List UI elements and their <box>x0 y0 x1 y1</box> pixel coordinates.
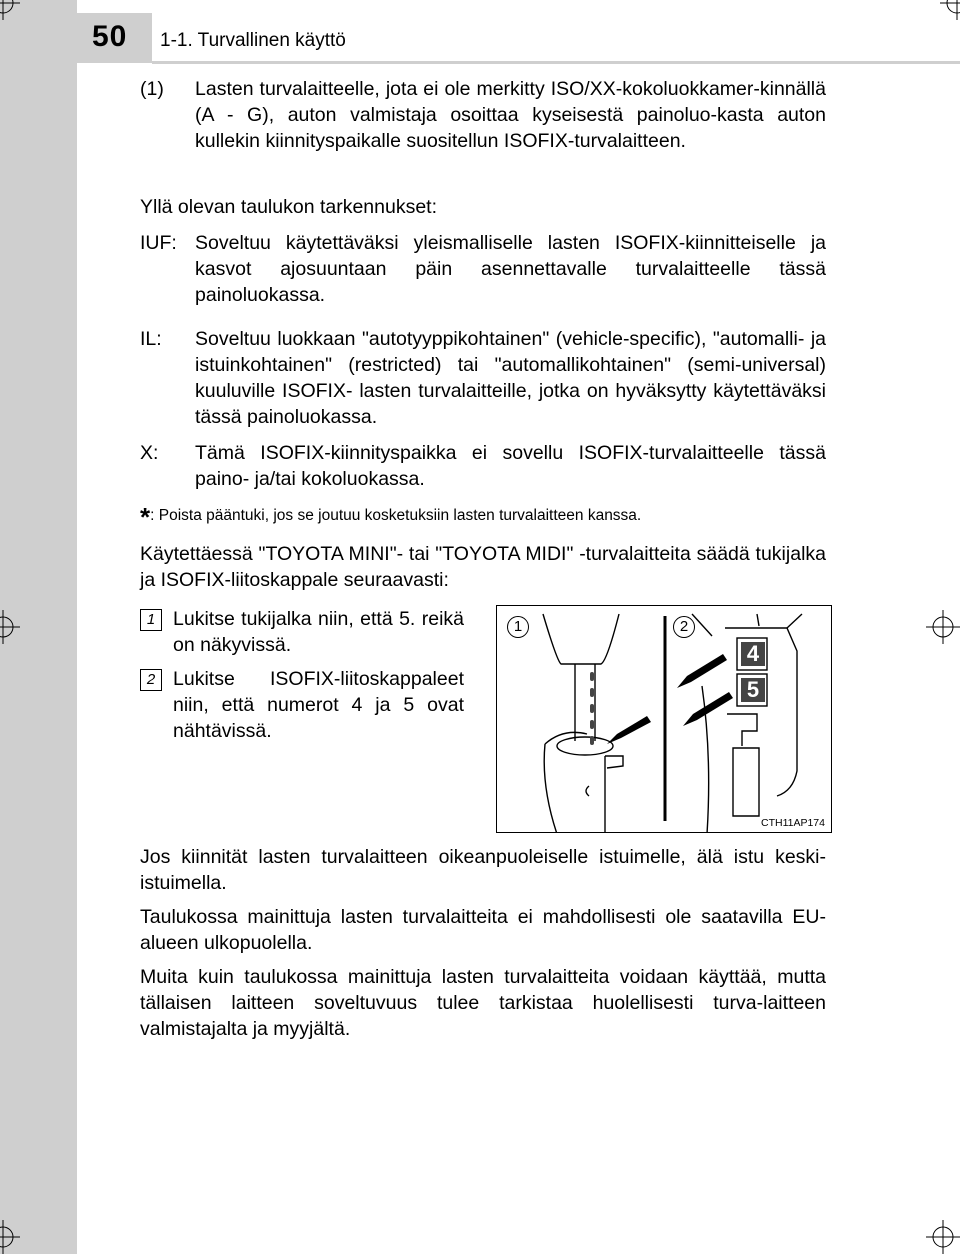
crop-mark-icon <box>0 610 20 644</box>
step-text: Lukitse ISOFIX-liitoskappaleet niin, että numerot 4 ja 5 ovat nähtävissä. <box>173 668 464 742</box>
step-2 <box>140 666 464 744</box>
legend-text: Soveltuu luokkaan "autotyyppikohtainen" (vehicle-specific), "automalli- ja istuinkohtainen" (restricted) tai "automallikohtainen" (semi-universal) kuuluville ISOFIX- lasten turvalaitteille, jotka on hyväksytty käytettäväksi tässä painoluokassa. <box>195 328 826 428</box>
crop-mark-icon <box>0 1220 20 1254</box>
legend-text: Soveltuu käytettäväksi yleismalliselle lasten ISOFIX-kiinnitteiselle ja kasvot ajosuuntaan päin asennettavalle turvalaitteelle tässä painoluokassa. <box>195 232 826 306</box>
digit-4-label: 4 <box>741 642 765 666</box>
step-number: 2 <box>140 669 162 691</box>
footnote-text: : Poista pääntuki, jos se joutuu kosketuksiin lasten turvalaitteen kanssa. <box>150 507 642 524</box>
legend-intro: Yllä olevan taulukon tarkennukset: <box>140 196 438 218</box>
legend-code: IL: <box>140 328 162 350</box>
legend-x <box>140 440 826 492</box>
legend-code: IUF: <box>140 232 177 254</box>
paragraph-right-seat: Jos kiinnität lasten turvalaitteen oikeanpuoleiselle istuimelle, älä istu keski-istuimella. <box>140 846 826 894</box>
isofix-illustration <box>496 605 832 833</box>
step-text: Lukitse tukijalka niin, että 5. reikä on näkyvissä. <box>173 608 464 656</box>
note-1-text: Lasten turvalaitteelle, jota ei ole merkitty ISO/XX-kokoluokkamer-kinnällä (A - G), auton valmistaja osoittaa kyseisestä painoluo-kasta auton kullekin kiinnityspaikalle suositellun ISOFIX-turvalaitteen. <box>195 78 826 152</box>
digit-5-label: 5 <box>741 678 765 702</box>
legend-il <box>140 326 826 430</box>
illustration-drawing <box>497 606 832 833</box>
note-1 <box>140 76 826 154</box>
header-rule <box>152 61 960 64</box>
crop-mark-icon <box>926 610 960 644</box>
figure-marker-2: 2 <box>673 616 695 638</box>
section-title: 1-1. Turvallinen käyttö <box>160 30 346 51</box>
page-number-box <box>0 13 152 63</box>
legend-code: X: <box>140 442 159 464</box>
paragraph-other-devices: Muita kuin taulukossa mainittuja lasten turvalaitteita voidaan käyttää, mutta tällaisen laitteen soveltuvuus tulee tarkistaa huolellisesti turva-laitteen valmistajalta ja myyjältä. <box>140 966 826 1040</box>
figure-marker-1: 1 <box>507 616 529 638</box>
crop-mark-icon <box>940 0 960 20</box>
legend-iuf <box>140 230 826 308</box>
crop-mark-icon <box>926 1220 960 1254</box>
step-1 <box>140 606 464 658</box>
crop-mark-icon <box>0 0 20 20</box>
paragraph-availability: Taulukossa mainittuja lasten turvalaitteita ei mahdollisesti ole saatavilla EU-alueen ulkopuolella. <box>140 906 826 954</box>
adjust-intro: Käytettäessä "TOYOTA MINI"- tai "TOYOTA MIDI" -turvalaitteita säädä tukijalka ja ISOFIX-liitoskappale seuraavasti: <box>140 543 826 591</box>
legend-text: Tämä ISOFIX-kiinnityspaikka ei sovellu ISOFIX-turvalaitteelle tässä paino- ja/tai kokoluokassa. <box>195 442 826 490</box>
note-1-label: (1) <box>140 78 164 100</box>
page-number: 50 <box>92 20 128 53</box>
figure-code: CTH11AP174 <box>760 817 825 829</box>
step-number: 1 <box>140 609 162 631</box>
footnote <box>140 502 641 533</box>
footnote-symbol: * <box>140 502 151 532</box>
